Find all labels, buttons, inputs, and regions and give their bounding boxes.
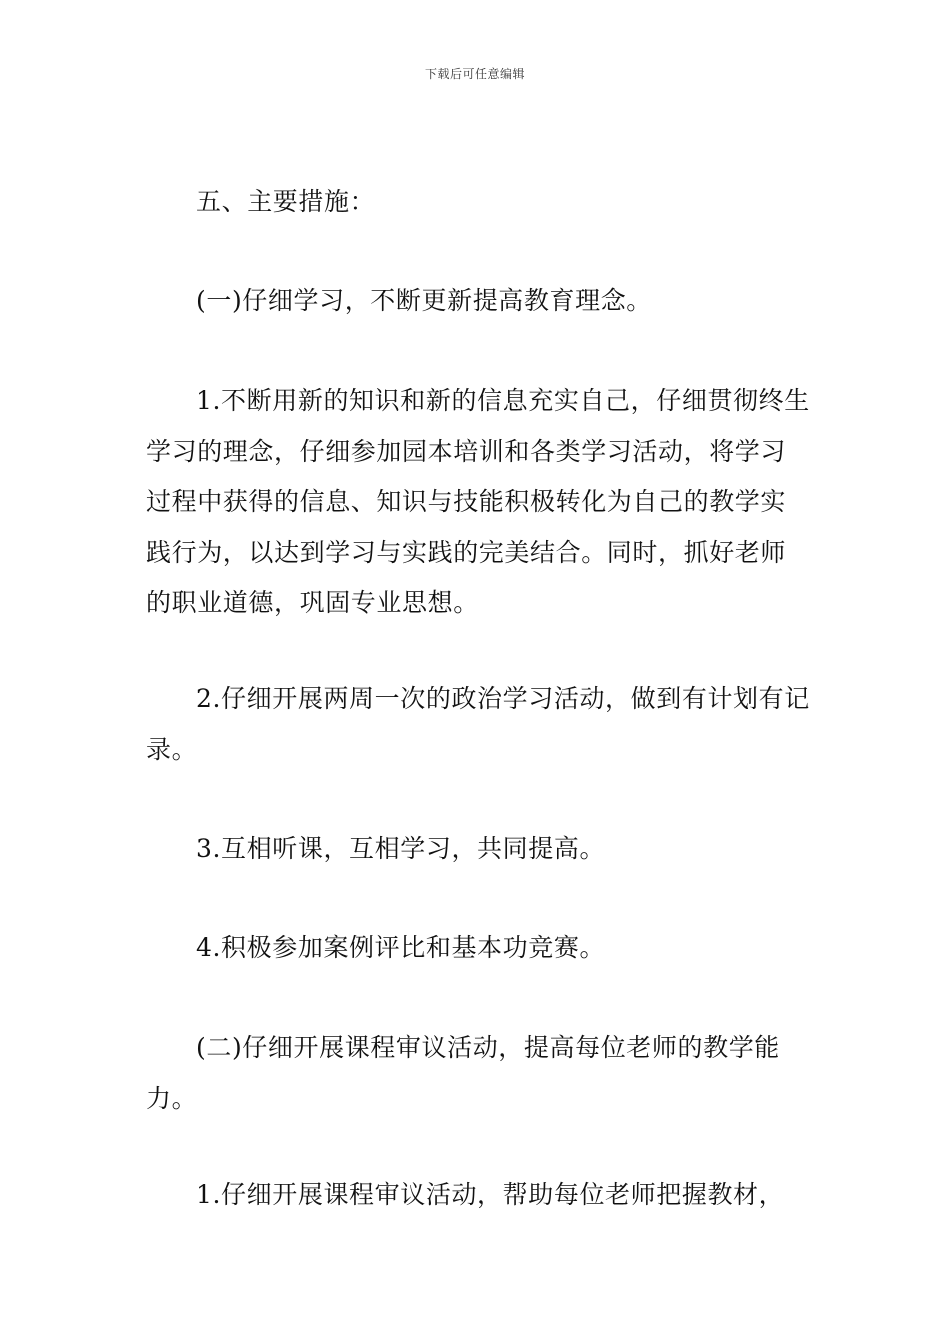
section-heading: 五、主要措施：: [196, 187, 376, 216]
subsection-heading-1: (一)仔细学习，不断更新提高教育理念。: [196, 286, 652, 315]
paragraph-item-5: 1.仔细开展课程审议活动，帮助每位老师把握教材，: [196, 1180, 785, 1209]
header-note: 下载后可任意编辑: [424, 67, 525, 81]
paragraph-item-3: 3.互相听课，互相学习，共同提高。: [196, 834, 606, 863]
subsection-heading-2: (二)仔细开展课程审议活动，提高每位老师的教学能力。: [146, 1033, 780, 1113]
paragraph-item-2: 2.仔细开展两周一次的政治学习活动，做到有计划有记录。: [146, 684, 810, 764]
paragraph-item-1: 1.不断用新的知识和新的信息充实自己，仔细贯彻终生学习的理念，仔细参加园本培训和各类学习活动，将学习过程中获得的信息、知识与技能积极转化为自己的教学实践行为，以达到学习与实践的完美结合。同时，抓好老师的职业道德，巩固专业思想。: [146, 386, 810, 617]
paragraph-item-4: 4.积极参加案例评比和基本功竞赛。: [196, 933, 606, 962]
